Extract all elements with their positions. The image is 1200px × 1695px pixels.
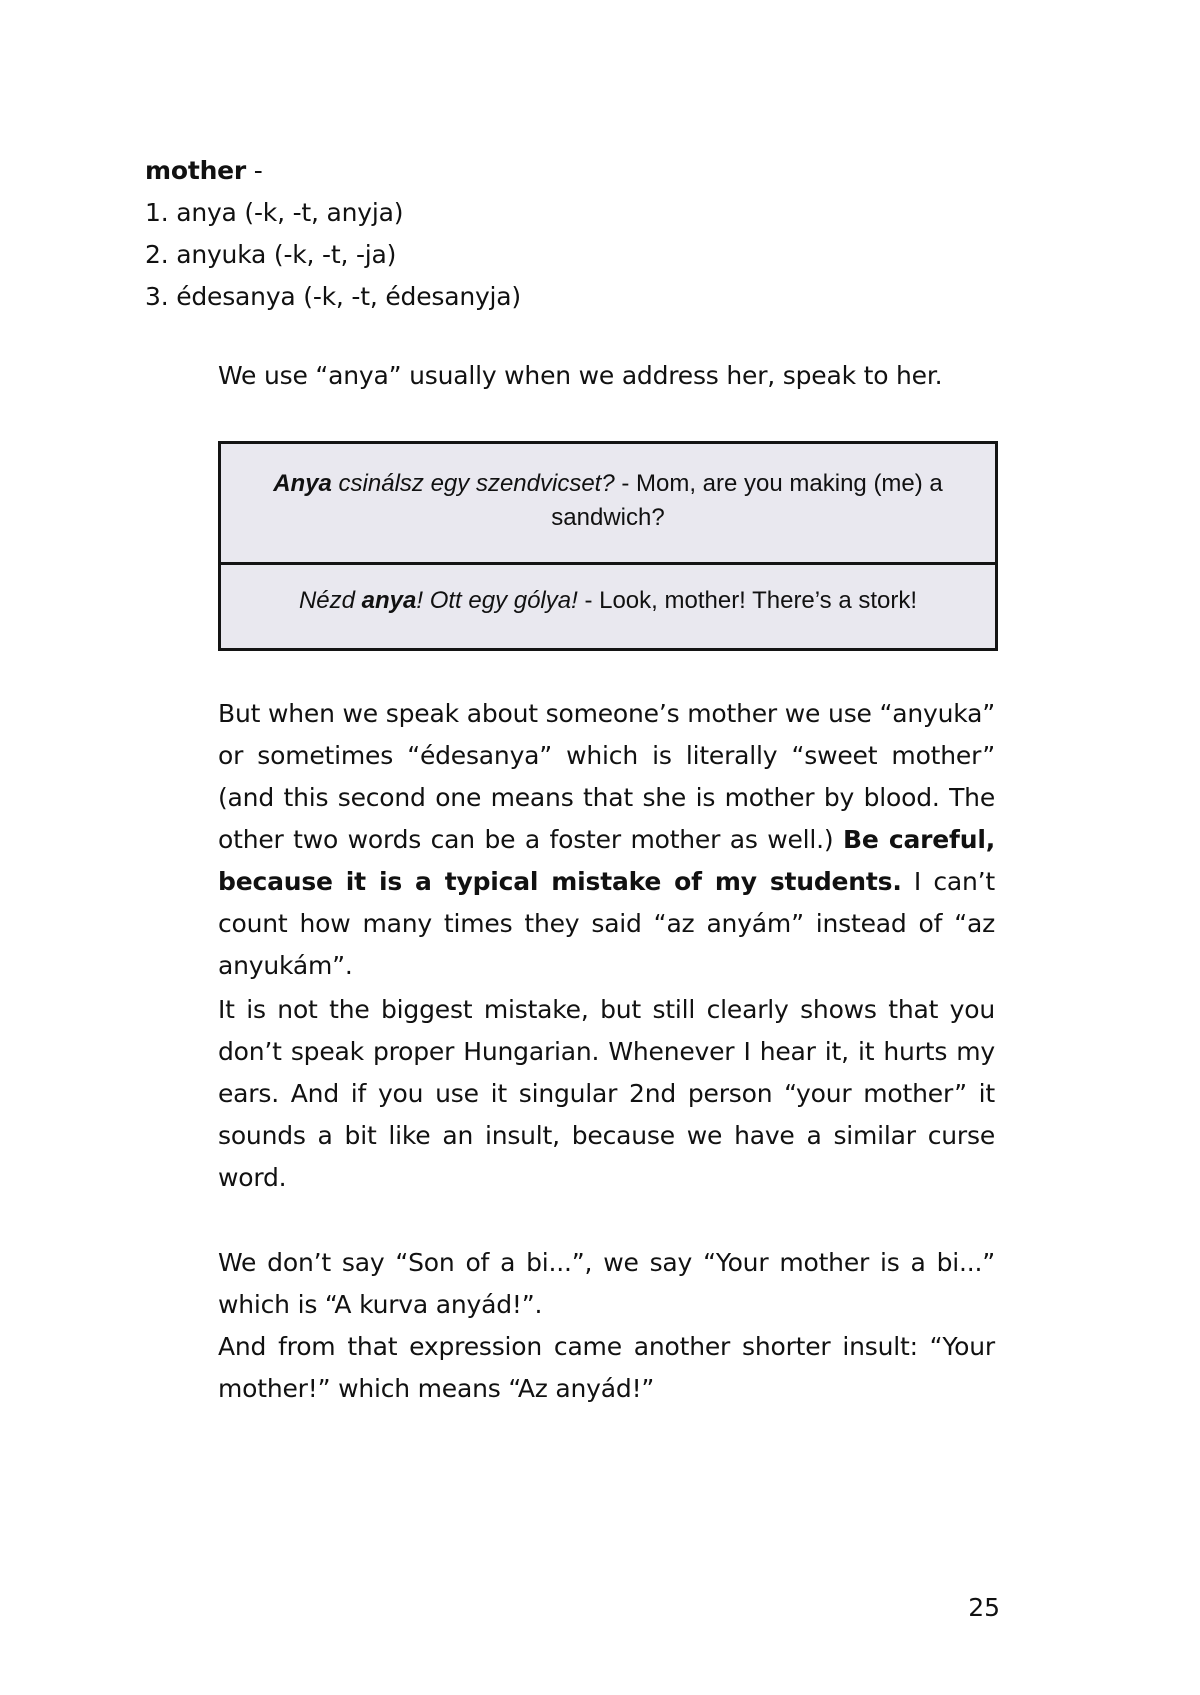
headword: mother	[145, 156, 247, 185]
entry-heading	[145, 150, 263, 192]
example-hu: ! Ott egy gólya!	[416, 587, 578, 614]
example-hu: Nézd	[298, 587, 362, 614]
intro-sentence: We use “anya” usually when we address her, speak to her.	[218, 361, 943, 390]
headword-dash: -	[246, 156, 263, 185]
example-hu: csinálsz egy szendvicset?	[331, 470, 615, 497]
forms-list	[145, 192, 521, 318]
example-hu-bold: anya	[361, 587, 417, 614]
paragraph: We don’t say “Son of a bi...”, we say “Your mother is a bi...” which is “A kurva anyád!”.	[218, 1248, 995, 1319]
example-en: - Mom, are you making (me) a sandwich?	[551, 470, 943, 531]
examples-table	[218, 441, 998, 651]
example-hu-bold: Anya	[273, 470, 332, 497]
example-row	[221, 444, 995, 565]
paragraph: It is not the biggest mistake, but still clearly shows that you don’t speak proper Hungarian. Whenever I hear it, it hurts my ears. And if you use it singular 2nd person “your mother” it sounds a bit like an insult, because we have a similar curse word.	[218, 995, 995, 1192]
paragraph: And from that expression came another shorter insult: “Your mother!” which means “Az anyád!”	[218, 1332, 995, 1403]
example-row	[221, 565, 995, 648]
example-en: - Look, mother! There’s a stork!	[577, 587, 918, 614]
paragraph: But when we speak about someone’s mother we use “anyuka” or sometimes “édesanya” which is literally “sweet mother” (and this second one means that she is mother by blood. The other two words can be a foster mother as well.) Be careful, because it is a typical mistake of my students. I can’t count how many times they said “az anyám” instead of “az anyukám”.	[218, 699, 995, 980]
page-number: 25	[968, 1593, 1000, 1622]
form-item: 3. édesanya (-k, -t, édesanyja)	[145, 282, 521, 311]
form-item: 2. anyuka (-k, -t, -ja)	[145, 240, 397, 269]
form-item: 1. anya (-k, -t, anyja)	[145, 198, 404, 227]
warning-text: Be careful, because it is a typical mistake of my students.	[218, 825, 995, 896]
